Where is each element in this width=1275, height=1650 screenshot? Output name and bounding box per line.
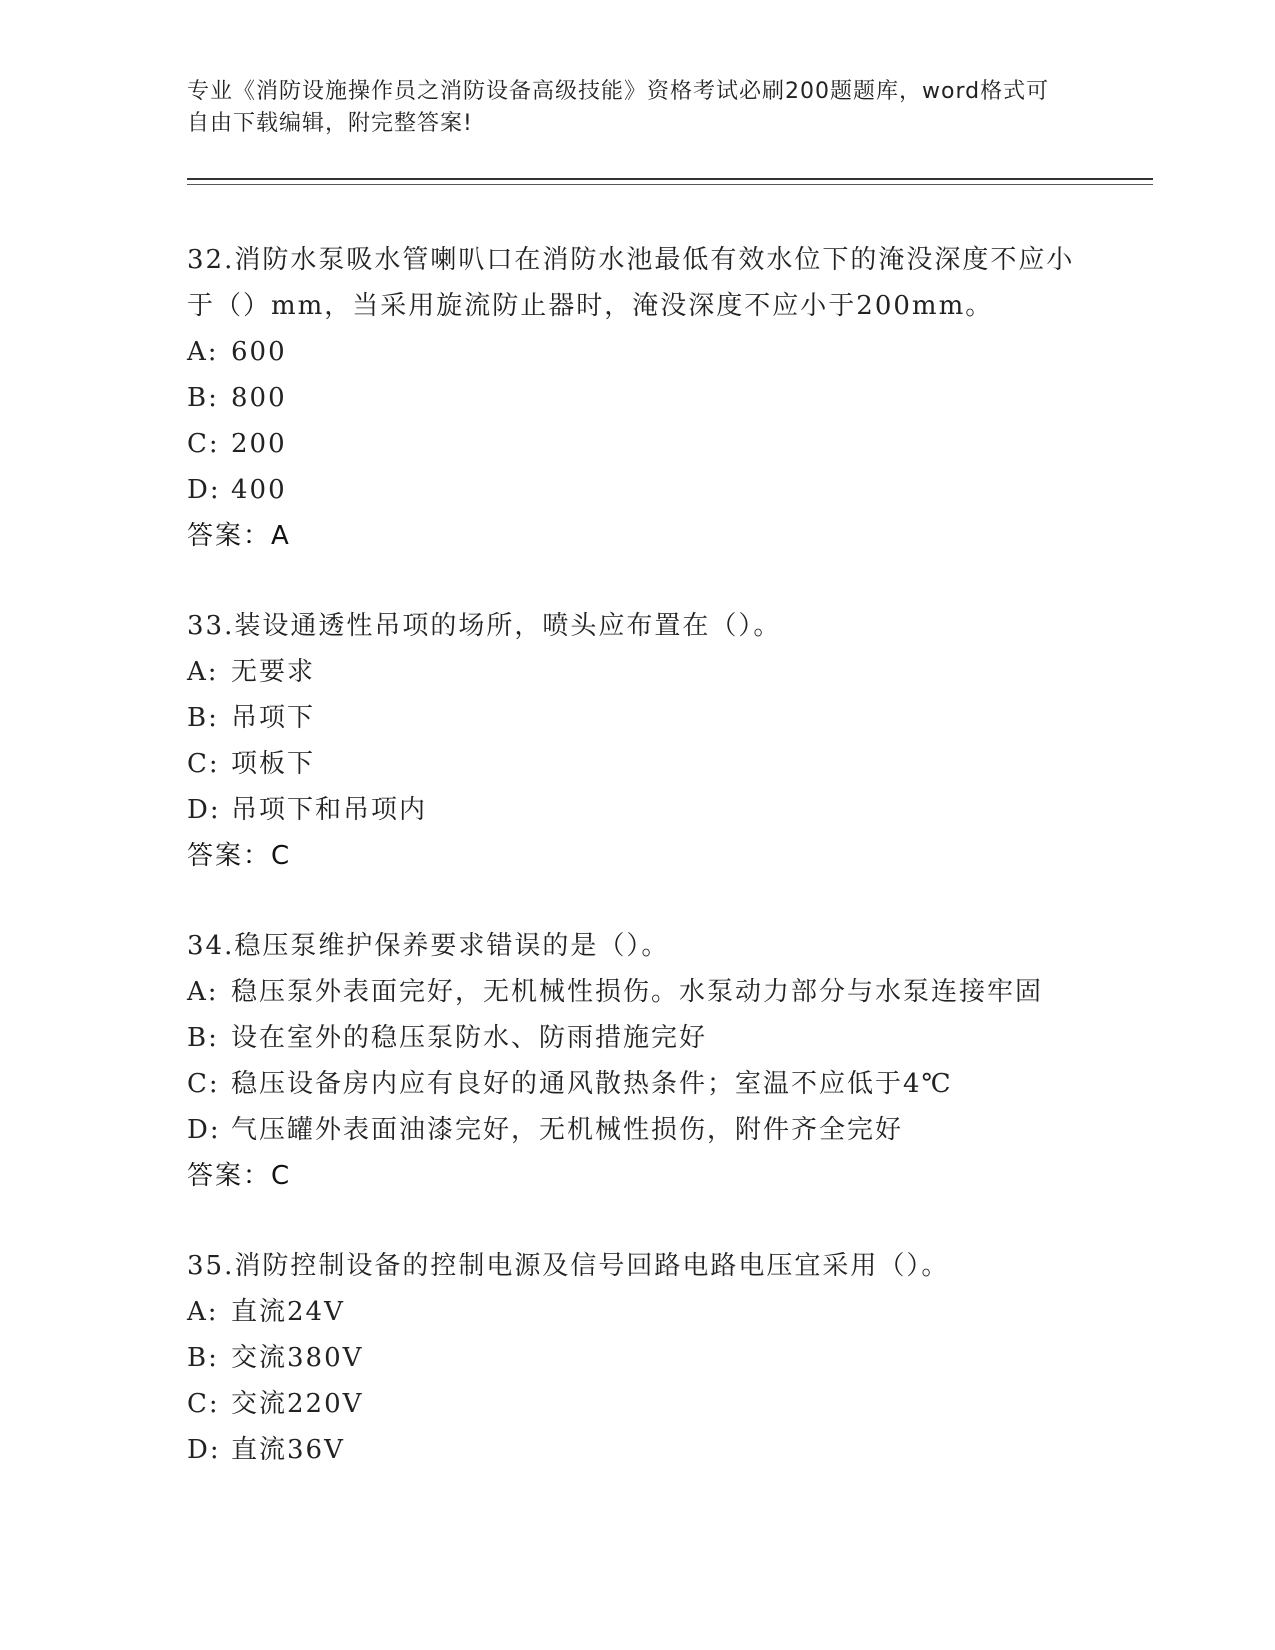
option-d: [187, 1107, 1087, 1153]
option-a: [187, 649, 1087, 695]
option-text: 直流24V: [231, 1297, 345, 1327]
question-33: [187, 603, 1087, 879]
header-divider-thin: [187, 184, 1153, 185]
option-letter: A:: [187, 1297, 219, 1327]
option-text: 项板下: [231, 749, 316, 779]
option-text: 交流380V: [231, 1343, 364, 1373]
option-letter: B:: [187, 1343, 219, 1373]
option-b: [187, 695, 1087, 741]
option-letter: D:: [187, 475, 221, 505]
option-letter: A:: [187, 977, 219, 1007]
option-text: 吊项下: [231, 703, 316, 733]
question-34: [187, 923, 1087, 1199]
question-spacer: [187, 1199, 1087, 1243]
option-letter: C:: [187, 1389, 220, 1419]
option-letter: B:: [187, 383, 219, 413]
question-stem: 33.装设通透性吊项的场所，喷头应布置在（）。: [187, 611, 782, 641]
option-text: 气压罐外表面油漆完好，无机械性损伤，附件齐全完好: [231, 1115, 904, 1145]
option-text: 400: [231, 475, 287, 505]
option-a: [187, 969, 1087, 1015]
answer-line: 答案：C: [187, 841, 292, 871]
question-stem: 34.稳压泵维护保养要求错误的是（）。: [187, 931, 670, 961]
option-letter: A:: [187, 337, 219, 367]
option-text: 200: [231, 429, 287, 459]
answer-line: 答案：C: [187, 1161, 292, 1191]
option-text: 吊项下和吊项内: [231, 795, 428, 825]
option-c: [187, 421, 1087, 467]
option-letter: B:: [187, 703, 219, 733]
option-text: 800: [231, 383, 287, 413]
option-text: 直流36V: [231, 1435, 345, 1465]
option-c: [187, 1381, 1087, 1427]
option-letter: B:: [187, 1023, 219, 1053]
option-text: 600: [231, 337, 287, 367]
option-letter: D:: [187, 795, 221, 825]
answer-line: 答案：A: [187, 521, 291, 551]
document-header-intro: 专业《消防设施操作员之消防设备高级技能》资格考试必刷200题题库，word格式可自由下载编辑，附完整答案!: [187, 79, 1050, 136]
option-a: [187, 329, 1087, 375]
question-list: [187, 237, 1087, 1473]
option-letter: C:: [187, 429, 220, 459]
header-divider-thick: [187, 178, 1153, 180]
option-letter: C:: [187, 749, 220, 779]
option-d: [187, 787, 1087, 833]
option-text: 交流220V: [231, 1389, 364, 1419]
option-text: 设在室外的稳压泵防水、防雨措施完好: [231, 1023, 708, 1053]
option-letter: A:: [187, 657, 219, 687]
option-d: [187, 467, 1087, 513]
question-35: [187, 1243, 1087, 1473]
option-d: [187, 1427, 1087, 1473]
question-spacer: [187, 559, 1087, 603]
option-c: [187, 741, 1087, 787]
option-b: [187, 1015, 1087, 1061]
option-a: [187, 1289, 1087, 1335]
question-stem: 35.消防控制设备的控制电源及信号回路电路电压宜采用（）。: [187, 1251, 950, 1281]
question-spacer: [187, 879, 1087, 923]
question-stem: 32.消防水泵吸水管喇叭口在消防水池最低有效水位下的淹没深度不应小于（）mm，当采用旋流防止器时，淹没深度不应小于200mm。: [187, 245, 1075, 321]
option-c: [187, 1061, 1087, 1107]
option-letter: D:: [187, 1115, 221, 1145]
option-text: 稳压泵外表面完好，无机械性损伤。水泵动力部分与水泵连接牢固: [231, 977, 1044, 1007]
option-b: [187, 1335, 1087, 1381]
question-32: [187, 237, 1087, 559]
option-b: [187, 375, 1087, 421]
option-letter: D:: [187, 1435, 221, 1465]
option-text: 稳压设备房内应有良好的通风散热条件；室温不应低于4℃: [231, 1069, 953, 1099]
option-text: 无要求: [231, 657, 316, 687]
option-letter: C:: [187, 1069, 220, 1099]
